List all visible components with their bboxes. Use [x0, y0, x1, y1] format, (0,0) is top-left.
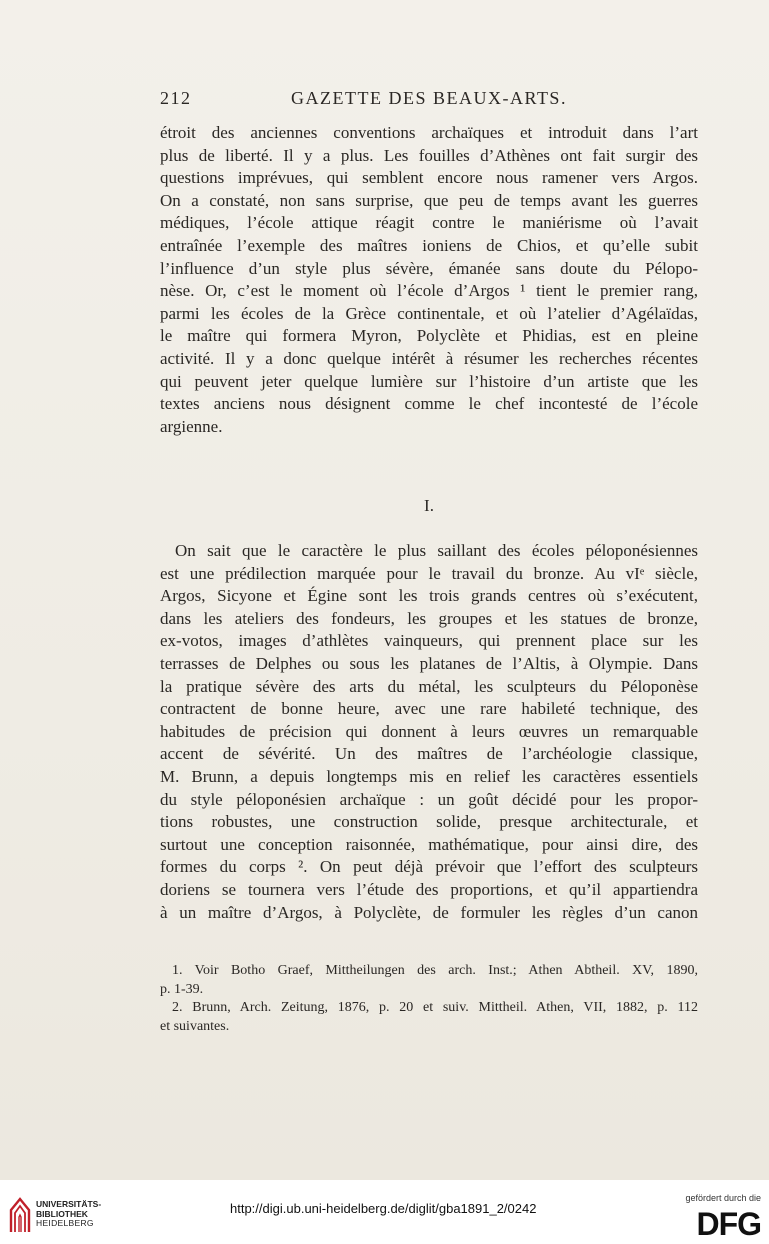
university-library-logo-icon [8, 1196, 32, 1234]
text-line: questions imprévues, qui semblent encore nous ramener vers Argos. [160, 168, 698, 188]
footnote-2: 2. Brunn, Arch. Zeitung, 1876, p. 20 et suiv. Mittheil. Athen, VII, 1882, p. 112 [172, 1000, 698, 1015]
page-header [160, 88, 698, 112]
text-line: textes anciens nous désignent comme le chef incontesté de l’école [160, 394, 698, 414]
text-line: l’influence d’un style plus sévère, émanée sans doute du Pélopo- [160, 258, 698, 278]
library-name [36, 1200, 101, 1229]
text-line: formes du corps ². On peut déjà prévoir que l’effort des sculpteurs [160, 857, 698, 877]
paragraph-intro [160, 122, 698, 438]
permalink-url[interactable]: http://digi.ub.uni-heidelberg.de/diglit/gba1891_2/0242 [230, 1201, 537, 1216]
text-line: qui peuvent jeter quelque lumière sur l’histoire d’un artiste que les [160, 371, 698, 391]
text-line: argienne. [160, 416, 223, 436]
text-line: On sait que le caractère le plus saillant des écoles péloponésiennes [175, 541, 698, 560]
text-line: M. Brunn, a depuis longtemps mis en relief les caractères essentiels [160, 766, 698, 786]
text-line: terrasses de Delphes ou sous les platanes de l’Altis, à Olympie. Dans [160, 653, 698, 673]
dfg-logo: DFG [696, 1206, 761, 1242]
text-line: habitudes de précision qui donnent à leurs œuvres un remarquable [160, 721, 698, 741]
footnotes [160, 962, 698, 1036]
text-line: le maître qui formera Myron, Polyclète et Phidias, est en pleine [160, 326, 698, 346]
library-name-line1: UNIVERSITÄTS- [36, 1199, 102, 1209]
text-line: tions robustes, une construction solide, presque architecturale, et [160, 812, 698, 832]
footnote-2-continued: et suivantes. [160, 1018, 230, 1034]
library-name-line2: BIBLIOTHEK [36, 1208, 88, 1219]
running-title: GAZETTE DES BEAUX-ARTS. [291, 88, 567, 108]
text-line: dans les ateliers des fondeurs, les groupes et les statues de bronze, [160, 608, 698, 628]
page-number: 212 [160, 88, 192, 108]
text-line: du style péloponésien archaïque : un goût décidé pour les propor- [160, 789, 698, 809]
library-city: HEIDELBERG [36, 1218, 94, 1228]
text-line: doriens se tournera vers l’étude des proportions, et qu’il appartiendra [160, 879, 698, 899]
text-line: Argos, Sicyone et Égine sont les trois grands centres où s’exécutent, [160, 586, 698, 606]
text-line: accent de sévérité. Un des maîtres de l’archéologie classique, [160, 744, 698, 764]
text-line: contractent de bonne heure, avec une rare habileté technique, des [160, 699, 698, 719]
text-line: parmi les écoles de la Grèce continentale, et où l’atelier d’Agélaïdas, [160, 303, 698, 323]
text-line: médiques, l’école attique réagit contre le maniérisme où l’avait [160, 213, 698, 233]
text-line: étroit des anciennes conventions archaïques et introduit dans l’art [160, 123, 698, 142]
text-line: nèse. Or, c’est le moment où l’école d’Argos ¹ tient le premier rang, [160, 281, 698, 301]
text-line: à un maître d’Argos, à Polyclète, de formuler les règles d’un canon [160, 902, 698, 922]
footnote-1: 1. Voir Botho Graef, Mittheilungen des arch. Inst.; Athen Abtheil. XV, 1890, [172, 963, 698, 978]
text-line: On a constaté, non sans surprise, que peu de temps avant les guerres [160, 190, 698, 210]
footnote-1-continued: p. 1-39. [160, 981, 204, 997]
text-line: est une prédilection marquée pour le travail du bronze. Au vIᵉ siècle, [160, 563, 698, 583]
text-line: activité. Il y a donc quelque intérêt à résumer les recherches récentes [160, 348, 698, 368]
text-line: la pratique sévère des arts du métal, les sculpteurs du Péloponèse [160, 676, 698, 696]
text-line: ex-votos, images d’athlètes vainqueurs, qui prennent place sur les [160, 631, 698, 651]
sponsor-text: gefördert durch die [685, 1193, 761, 1203]
text-line: surtout une conception raisonnée, mathématique, pour ainsi dire, des [160, 834, 698, 854]
section-numeral: I. [424, 496, 434, 515]
text-line: plus de liberté. Il y a plus. Les fouilles d’Athènes ont fait surgir des [160, 145, 698, 165]
paragraph-section-one [160, 540, 698, 924]
text-line: entraînée l’exemple des maîtres ioniens de Chios, et qu’elle subit [160, 235, 698, 255]
